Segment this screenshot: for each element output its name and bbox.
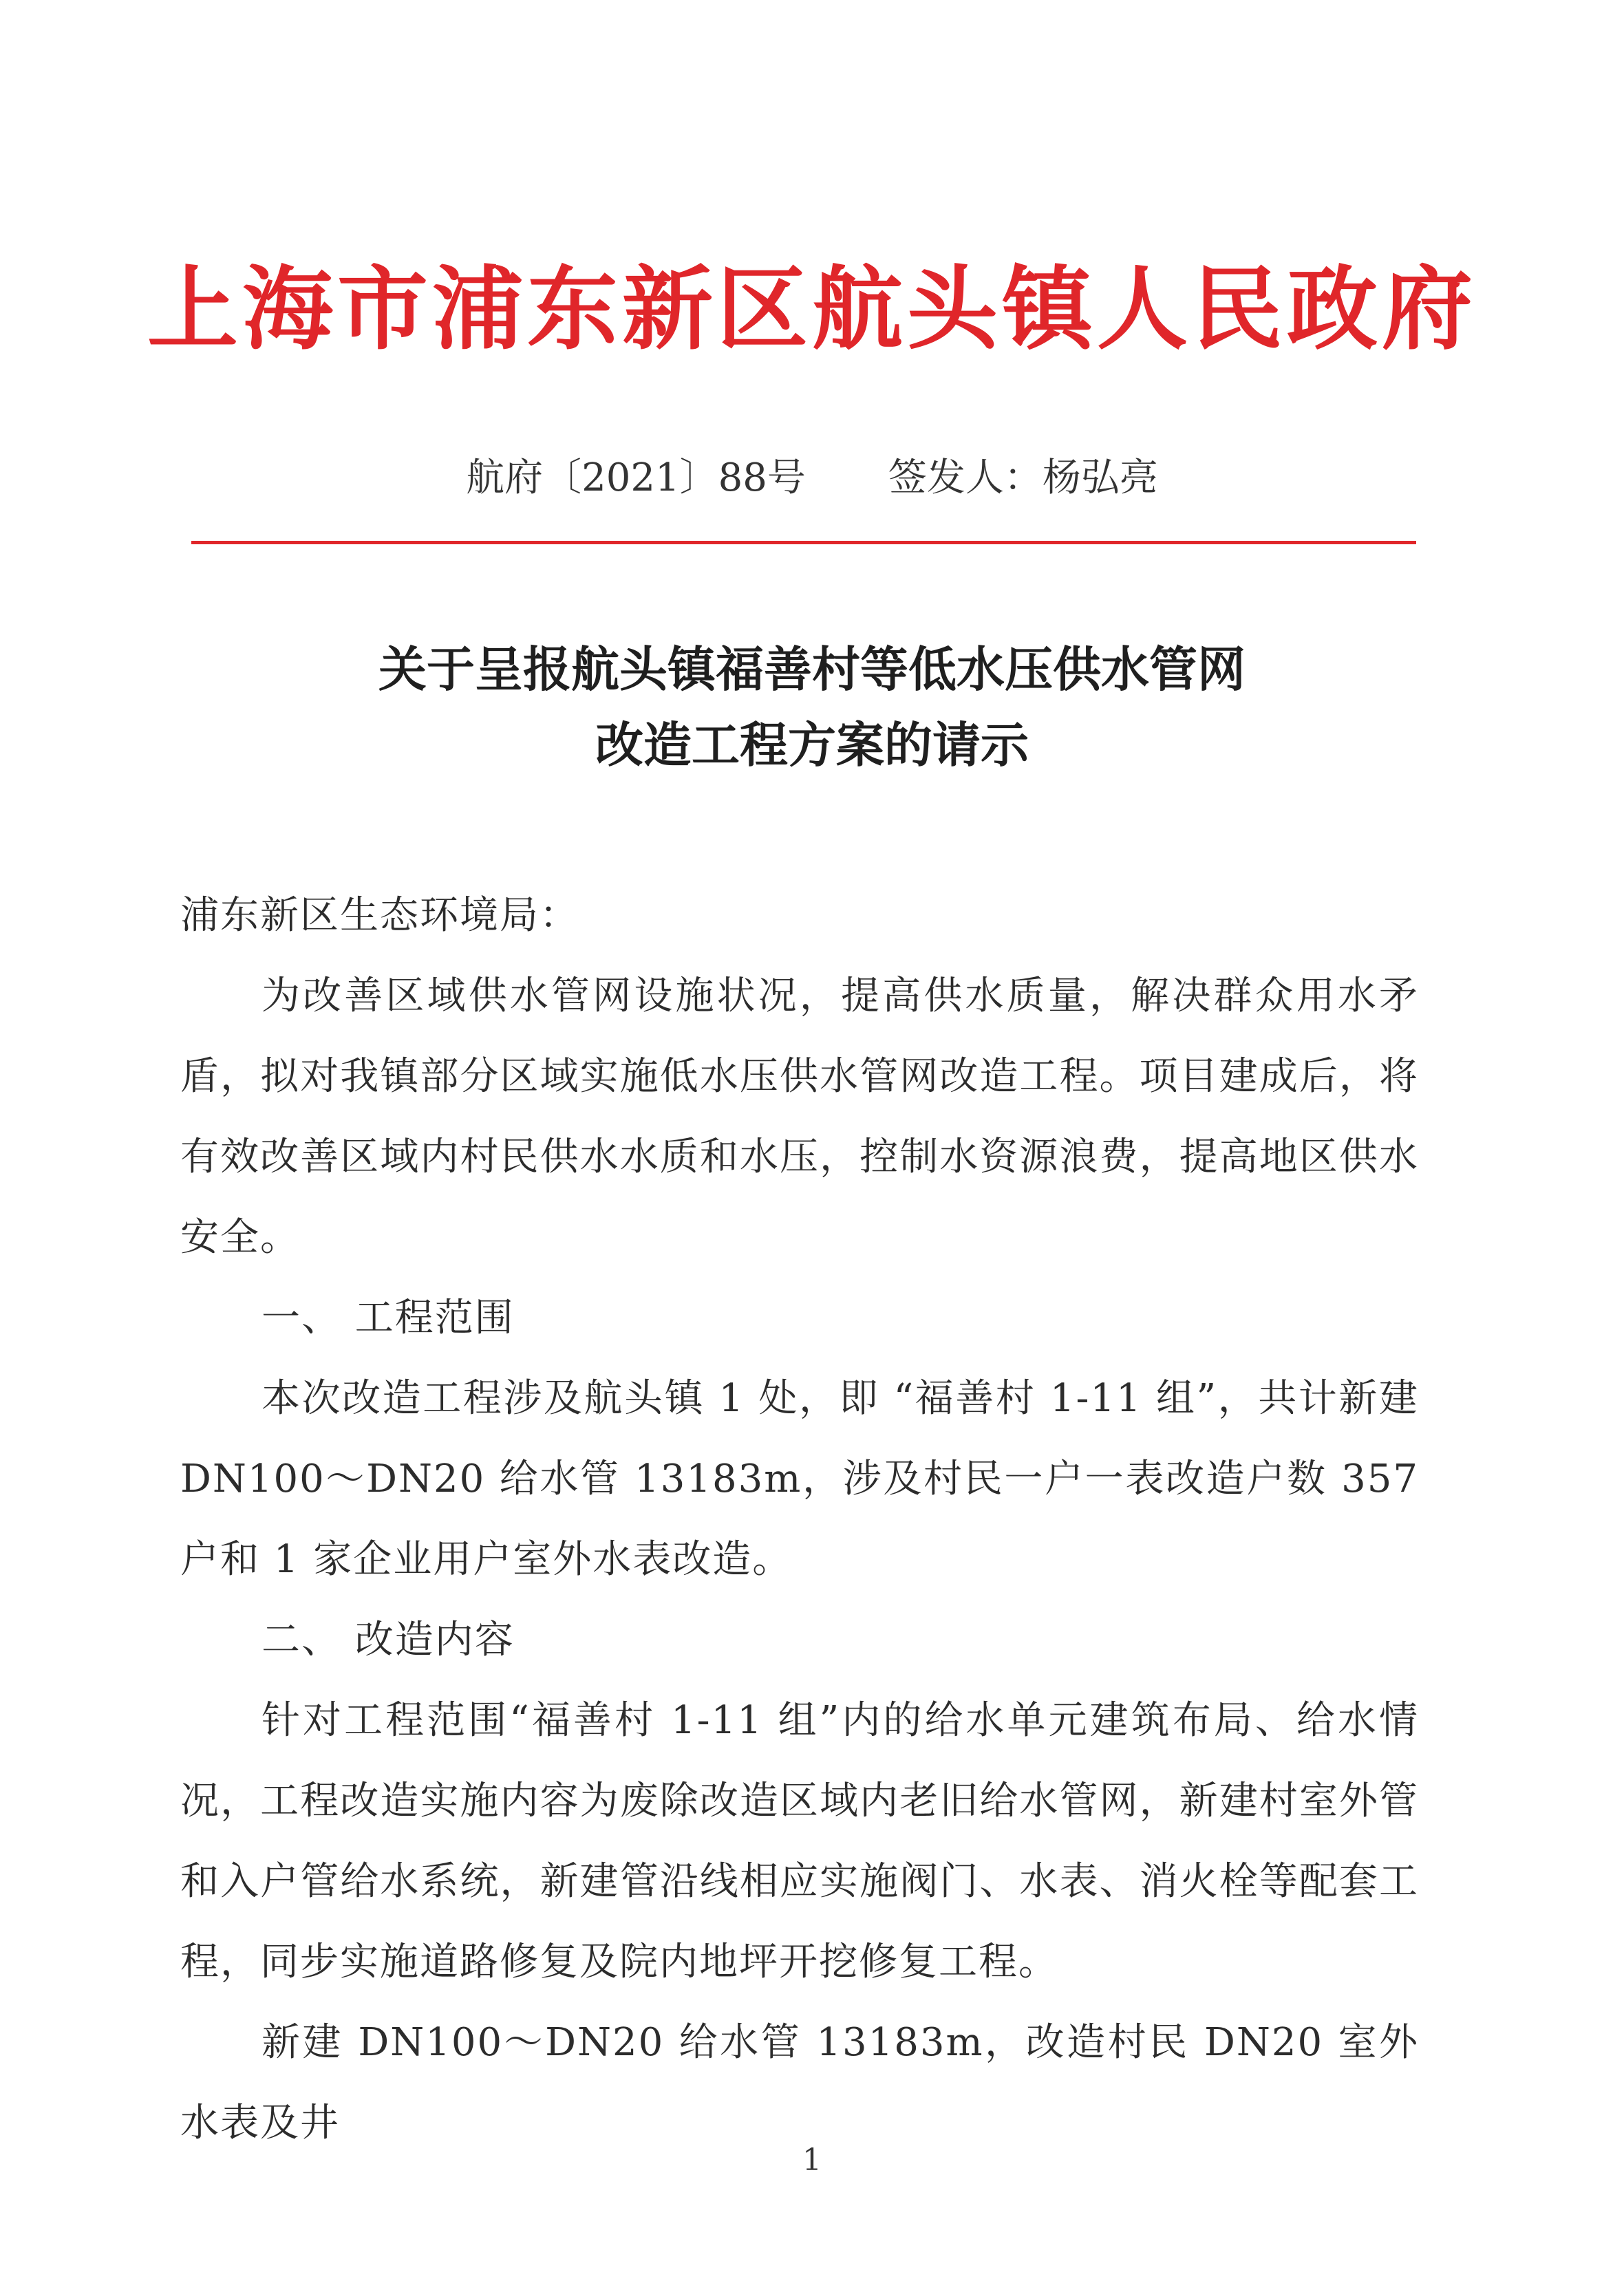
document-title-line-1: 关于呈报航头镇福善村等低水压供水管网 — [378, 641, 1246, 698]
document-number: 航府〔2021〕88号 — [466, 455, 806, 500]
section-2-heading: 二、 改造内容 — [261, 1618, 515, 1662]
document-body — [180, 875, 1419, 2163]
section-1-paragraph: 本次改造工程涉及航头镇 1 处，即 “福善村 1-11 组”，共计新建 DN100～DN20 给水管 13183m，涉及村民一户一表改造户数 357 户和 1 家企业用户室外水表改造。 — [180, 1376, 1419, 1582]
intro-paragraph: 为改善区域供水管网设施状况，提高供水质量，解决群众用水矛盾，拟对我镇部分区域实施低水压供水管网改造工程。项目建成后，将有效改善区域内村民供水水质和水压，控制水资源浪费，提高地区供水安全。 — [180, 974, 1419, 1260]
section-2-paragraph: 针对工程范围“福善村 1-11 组”内的给水单元建筑布局、给水情况，工程改造实施内容为废除改造区域内老旧给水管网，新建村室外管和入户管给水系统，新建管沿线相应实施阀门、水表、消火栓等配套工程，同步实施道路修复及院内地坪开挖修复工程。 — [180, 1698, 1419, 1984]
document-title-line-2: 改造工程方案的请示 — [595, 716, 1029, 773]
recipient: 浦东新区生态环境局： — [180, 893, 579, 938]
document-title — [0, 632, 1624, 783]
page-number: 1 — [802, 2143, 822, 2178]
red-divider — [191, 541, 1416, 544]
section-2-paragraph-continued: 新建 DN100～DN20 给水管 13183m，改造村民 DN20 室外水表及井 — [180, 2020, 1419, 2145]
document-meta — [0, 451, 1624, 506]
signer: 签发人：杨弘亮 — [888, 455, 1158, 500]
issuing-authority-title: 上海市浦东新区航头镇人民政府 — [147, 256, 1477, 363]
section-1-heading: 一、 工程范围 — [261, 1296, 515, 1340]
